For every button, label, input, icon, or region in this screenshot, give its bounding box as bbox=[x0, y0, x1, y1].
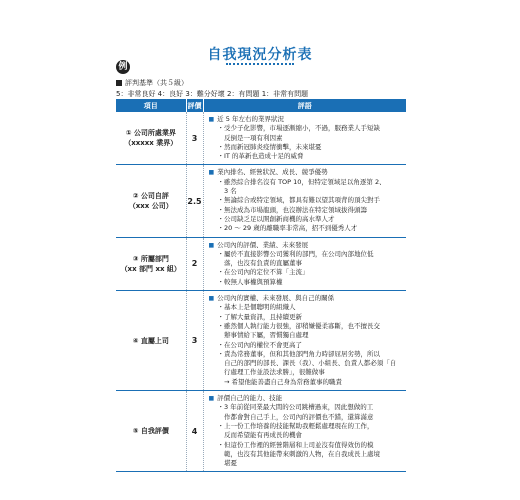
comment-text: 業內排名、經營狀況、成長、競爭優勢 bbox=[217, 168, 328, 177]
comment-text: ・公司缺乏足以開創新商機的高水準人才 bbox=[217, 214, 335, 223]
comment-text: ・在公司內的權位不會更高了 bbox=[217, 340, 302, 349]
square-bullet-icon: ■ bbox=[208, 295, 215, 303]
comment-line bbox=[209, 441, 403, 450]
comment-heading bbox=[209, 294, 403, 303]
comment-line bbox=[209, 322, 403, 331]
table-row bbox=[116, 237, 406, 290]
comment-line bbox=[209, 368, 403, 377]
self-analysis-table bbox=[116, 99, 406, 472]
row-item-detail: （xxx 公司） bbox=[128, 202, 173, 211]
comment-text: ・屬於不直接影響公司獲利的部門，在公司內部地位低 bbox=[217, 249, 374, 258]
comment-line bbox=[209, 134, 403, 143]
comment-text: ・20 ～ 29 歲的離職率非常高，招不到優秀人才 bbox=[217, 224, 358, 233]
row-item-name: ③ 所屬部門 bbox=[132, 254, 169, 263]
comment-line bbox=[209, 450, 403, 459]
table-row bbox=[116, 165, 406, 237]
comment-text: ・但這份工作裡的經營階層和上司並沒有值得效仿的模 bbox=[217, 440, 374, 449]
comment-text: ・無論綜合或特定領域，都具有難以望其項背的頂尖對手 bbox=[217, 196, 380, 205]
header-comment: 評語 bbox=[203, 99, 406, 112]
square-bullet-icon bbox=[116, 80, 122, 86]
comment-line bbox=[209, 341, 403, 350]
row-item bbox=[116, 391, 186, 472]
comment-line bbox=[209, 152, 403, 161]
row-score: 2.5 bbox=[186, 165, 203, 237]
comment-text: 落，也沒有負責的直屬董事 bbox=[217, 259, 302, 268]
comment-text: 公司內的實權、未來發展、與自己的關係 bbox=[217, 294, 335, 303]
comment-text: ・了解大量資訊，且持續更新 bbox=[217, 312, 302, 321]
comment-text: ・在公司內的定位不算「主流」 bbox=[217, 268, 309, 277]
comment-text: ・IT 的革新也造成十足的威脅 bbox=[217, 152, 304, 161]
comment-text: ・3 年前從同業最大間的公司跳槽過來，因此想做的工 bbox=[217, 403, 374, 412]
comment-text: → 希望他能善盡自己身為常務董事的職責 bbox=[217, 377, 343, 386]
row-item bbox=[116, 237, 186, 290]
comment-text: ・基本上是個聰明的組織人 bbox=[217, 303, 296, 312]
comment-heading bbox=[209, 241, 403, 250]
square-bullet-icon: ■ bbox=[208, 169, 215, 177]
comment-text: ・較無人事權與預算權 bbox=[217, 277, 283, 286]
row-item-name: ① 公司所處業界 bbox=[125, 129, 176, 138]
comment-line bbox=[209, 224, 403, 233]
comment-line bbox=[209, 143, 403, 152]
table-row bbox=[116, 391, 406, 472]
row-score: 3 bbox=[186, 291, 203, 391]
comment-text: 辦事情給下屬，習慣獨自處理 bbox=[217, 331, 309, 340]
comment-line bbox=[209, 431, 403, 440]
comment-line bbox=[209, 187, 403, 196]
comment-text: 作都會對自己手上，公司內的評價也不錯，還算滿意 bbox=[217, 412, 374, 421]
square-bullet-icon: ■ bbox=[208, 241, 215, 249]
row-comment bbox=[203, 165, 406, 237]
comment-line bbox=[209, 459, 403, 468]
comment-text: 公司內的評價、業績、未來發展 bbox=[217, 240, 309, 249]
comment-line bbox=[209, 313, 403, 322]
comment-text: ・雖然個人執行能力很強，卻稍嫌優柔寡斷，也不擅長交 bbox=[217, 321, 380, 330]
row-score: 4 bbox=[186, 391, 203, 472]
comment-text: 近 5 年左右的業界狀況 bbox=[217, 115, 284, 123]
comment-line bbox=[209, 350, 403, 359]
comment-text: ・無法成為市場龍頭，也沒辦法在特定領域拔得頭籌 bbox=[217, 205, 367, 214]
comment-line bbox=[209, 196, 403, 205]
comment-line bbox=[209, 403, 403, 412]
comment-heading bbox=[209, 168, 403, 177]
comment-text: ・受少子化影響，市場逐漸縮小，不過，服務業人手短缺 bbox=[217, 124, 380, 133]
comment-text: 反而希望能有再成長的機會 bbox=[217, 431, 302, 440]
row-score: 2 bbox=[186, 237, 203, 290]
comment-text: ・雖然綜合排名沒有 TOP 10，但特定領域足以角逐第 2、 bbox=[217, 177, 386, 186]
title-underline bbox=[226, 63, 294, 67]
row-item-detail: （xx 部門 xx 組） bbox=[120, 264, 181, 273]
table-row bbox=[116, 291, 406, 391]
comment-line bbox=[209, 206, 403, 215]
row-score: 3 bbox=[186, 112, 203, 165]
comment-line bbox=[209, 268, 403, 277]
rating-scale-description: 5：非常良好 4：良好 3：難分好壞 2：有問題 1：非常有問題 bbox=[116, 90, 309, 98]
comment-text: 3 名 bbox=[217, 187, 237, 196]
row-item-name: ④ 直屬上司 bbox=[132, 336, 169, 345]
row-item bbox=[116, 165, 186, 237]
comment-line bbox=[209, 422, 403, 431]
comment-line bbox=[209, 124, 403, 133]
comment-text: 範，也沒有其他能帶來刺激的人物，在自我成長上處境 bbox=[217, 449, 380, 458]
table-row bbox=[116, 112, 406, 165]
comment-text: 評價自己的能力、技能 bbox=[217, 394, 283, 403]
example-badge: 例 bbox=[116, 60, 130, 74]
comment-heading bbox=[209, 115, 403, 124]
page-title: 自我現況分析表 bbox=[207, 47, 313, 63]
row-comment bbox=[203, 237, 406, 290]
comment-line bbox=[209, 215, 403, 224]
row-item bbox=[116, 112, 186, 165]
comment-text: 自己的部門的部長、課長（我）、小組長、負責人都必須「自 bbox=[217, 359, 397, 368]
comment-text: 行處理工作並設法求勝」，很難做事 bbox=[217, 368, 325, 377]
rating-scale-title bbox=[116, 78, 188, 88]
row-item-detail: （xxxxx 業界） bbox=[124, 139, 178, 148]
comment-line bbox=[209, 278, 403, 287]
row-comment bbox=[203, 112, 406, 165]
table-header-row bbox=[116, 99, 406, 112]
comment-line bbox=[209, 378, 403, 387]
header-item: 項目 bbox=[116, 99, 186, 112]
comment-line bbox=[209, 413, 403, 422]
square-bullet-icon: ■ bbox=[208, 116, 215, 123]
comment-line bbox=[209, 331, 403, 340]
comment-line bbox=[209, 178, 403, 187]
header-score: 評價 bbox=[186, 99, 203, 112]
comment-heading bbox=[209, 394, 403, 403]
comment-text: 反倒是一項有利因素 bbox=[217, 133, 283, 142]
row-item-name: ② 公司自評 bbox=[132, 192, 169, 201]
comment-text: ・然而新冠肺炎疫情衝擊，未來堪憂 bbox=[217, 142, 322, 151]
row-item bbox=[116, 291, 186, 391]
comment-text: ・責為常務董事，但和其他部門角力時卻屈居劣勢，所以 bbox=[217, 349, 380, 358]
comment-text: 堪憂 bbox=[217, 459, 237, 468]
row-item-name: ⑤ 自我評價 bbox=[132, 427, 169, 436]
comment-text: ・上一份工作培養的技能幫助我輕鬆處理現在的工作， bbox=[217, 421, 374, 430]
comment-line bbox=[209, 303, 403, 312]
row-comment bbox=[203, 291, 406, 391]
comment-line bbox=[209, 250, 403, 259]
rating-scale-title-text: 評判基準（共５級） bbox=[125, 79, 188, 87]
square-bullet-icon: ■ bbox=[208, 395, 215, 403]
row-comment bbox=[203, 391, 406, 472]
